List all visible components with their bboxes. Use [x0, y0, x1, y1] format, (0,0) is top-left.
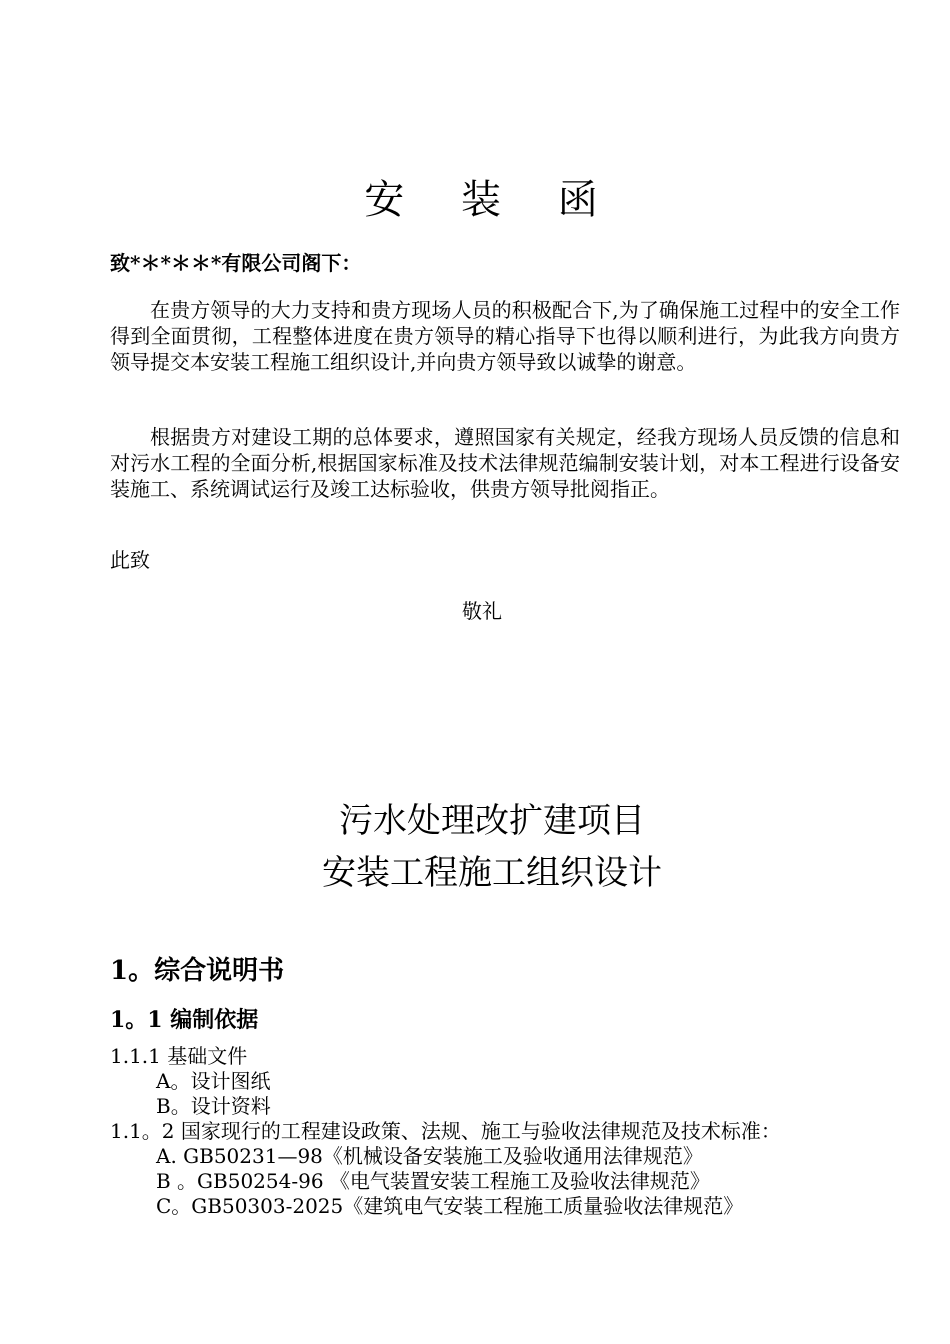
letter-paragraph-1: 在贵方领导的大力支持和贵方现场人员的积极配合下,为了确保施工过程中的安全工作得到全面贯彻，工程整体进度在贵方领导的精心指导下也得以顺利进行，为此我方向贵方领导提交本安装工程施工组织设计,并向贵方领导致以诚挚的谢意。 — [110, 298, 900, 374]
letter-title: 安 装 函 — [364, 177, 620, 223]
list-item: A. GB50231—98《机械设备安装施工及验收通用法律规范》 — [156, 1144, 703, 1168]
section-subheading: 1。1 编制依据 — [110, 1007, 259, 1033]
list-item: C。GB50303-2025《建筑电气安装工程施工质量验收法律规范》 — [156, 1194, 744, 1218]
document-title-line-2: 安装工程施工组织设计 — [322, 853, 662, 893]
section-heading: 1。综合说明书 — [110, 956, 285, 986]
salutation: 致*＊*＊＊*有限公司阁下： — [110, 251, 362, 275]
list-item: A。设计图纸 — [156, 1069, 271, 1093]
list-item: 1.1。2 国家现行的工程建设政策、法规、施工与验收法律规范及技术标准： — [110, 1119, 781, 1143]
list-item: B。设计资料 — [156, 1094, 271, 1118]
list-item: B 。GB50254-96 《电气装置安装工程施工及验收法律规范》 — [156, 1169, 710, 1193]
regards: 敬礼 — [462, 599, 502, 623]
letter-paragraph-2: 根据贵方对建设工期的总体要求，遵照国家有关规定，经我方现场人员反馈的信息和对污水工程的全面分析,根据国家标准及技术法律规范编制安装计划，对本工程进行设备安装施工、系统调试运行及竣工达标验收，供贵方领导批阅指正。 — [110, 425, 900, 501]
closing: 此致 — [110, 548, 150, 572]
document-title-line-1: 污水处理改扩建项目 — [339, 801, 645, 841]
list-item: 1.1.1 基础文件 — [110, 1044, 248, 1068]
